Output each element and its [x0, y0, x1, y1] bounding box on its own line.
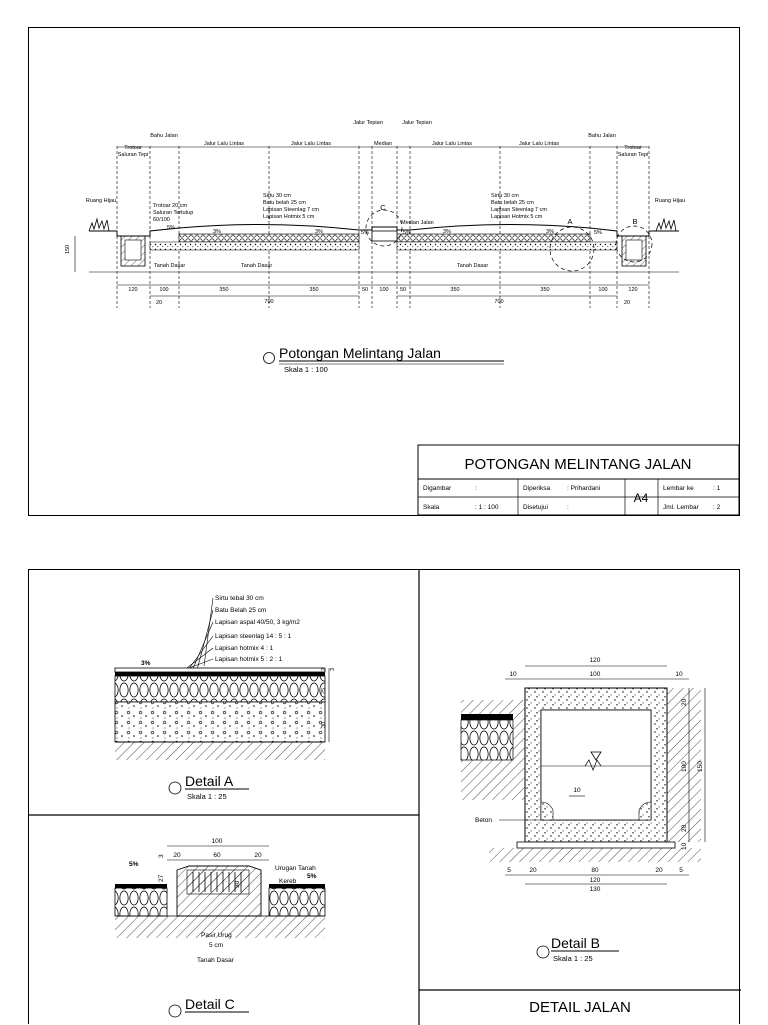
note-size: 60/100 [153, 217, 170, 223]
dim-14: 700 [494, 299, 504, 305]
zone-tepian-right: Jalur Tepian [402, 120, 432, 126]
sheet1-title: POTONGAN MELINTANG JALAN [464, 456, 692, 473]
dim-15: 20 [623, 300, 631, 306]
callout-a: A [567, 217, 573, 226]
detail-c-marker-icon [169, 1005, 181, 1017]
dc-dim-30: 30 [234, 880, 241, 888]
detail-b-marker-icon [537, 946, 549, 958]
dim-3: 350 [219, 287, 229, 293]
zone-labels [86, 120, 685, 204]
dim-8: 350 [450, 287, 460, 293]
detail-b-title: Detail B [551, 935, 601, 951]
dc-urugan: Urugan Tanah [275, 865, 316, 872]
dim-13: 700 [264, 299, 274, 305]
da-dim-1: 2 [321, 667, 327, 671]
zone-saluran-right: Saluran Tepi [617, 152, 649, 158]
dc-dim-20b: 20 [254, 852, 262, 859]
da-layer-1: Sirtu tebal 30 cm [215, 595, 264, 602]
zone-bahu-right: Bahu Jalan [588, 133, 616, 139]
title-block [418, 445, 739, 515]
db-dim-10b: 10 [675, 671, 683, 678]
dc-tanah: Tanah Dasar [197, 957, 234, 964]
db-dim-100: 100 [589, 671, 601, 678]
zone-saluran-left: Saluran Tepi [117, 152, 149, 158]
dim-2: 100 [159, 287, 169, 293]
dc-dim-3: 3 [158, 854, 165, 858]
zone-jalur-4: Jalur Lalu Lintas [518, 141, 560, 147]
dim-12: 20 [155, 300, 163, 306]
zone-jalur-3: Jalur Lalu Lintas [431, 141, 473, 147]
note-trotoar: Trotoar 20 cm [153, 203, 188, 209]
da-layer-2: Batu Belah 25 cm [215, 607, 267, 614]
note-hotmix-r: Lapisan Hotmix 5 cm [491, 214, 543, 220]
note-steenlag-l: Lapisan Steenlag 7 cm [263, 207, 319, 213]
callout-b: B [632, 217, 638, 226]
tb-lembar: Lembar ke [663, 485, 694, 492]
db-dim-10a: 10 [509, 671, 517, 678]
title-marker-icon [264, 353, 275, 364]
layer-notes [65, 193, 602, 269]
tb-diperiksa-val: : Prihardani [567, 485, 601, 492]
db-dim-80: 80 [591, 867, 599, 874]
slope-6: 5% [403, 230, 411, 236]
dim-4: 350 [309, 287, 319, 293]
detail-drawings [29, 570, 741, 1025]
db-dim-5b: 5 [679, 867, 683, 874]
da-dim-2: 3 [330, 667, 336, 671]
note-hotmix-l: Lapisan Hotmix 5 cm [263, 214, 315, 220]
db-dim-20b: 20 [655, 867, 663, 874]
db-dim-r150: 150 [697, 761, 704, 772]
sheet-1-frame [28, 27, 740, 516]
dc-pasir: Pasir Urug [201, 932, 232, 939]
slope-5: 5% [361, 230, 369, 236]
height-dim: 150 [65, 244, 71, 254]
tb-jml: Jml. Lembar [663, 504, 699, 511]
note-median: Median Jalan [401, 220, 434, 226]
da-dim-3: 25 [321, 687, 327, 694]
cross-section-drawing [29, 28, 741, 517]
detail-a-scale: Skala 1 : 25 [187, 792, 227, 801]
db-dim-20a: 20 [529, 867, 537, 874]
dc-kereb: Kereb [279, 878, 297, 885]
note-sirtu-r: Sirtu 30 cm [491, 193, 519, 199]
note-saluran: Saluran Tertutup [153, 210, 194, 216]
drawing-title: Potongan Melintang Jalan [279, 345, 441, 361]
dc-dim-100: 100 [211, 838, 223, 845]
db-beton: Beton [475, 817, 492, 824]
dimension-values [128, 287, 637, 306]
dc-dim-27: 27 [158, 874, 165, 882]
da-layer-6: Lapisan hotmix 5 : 2 : 1 [215, 656, 283, 663]
db-dim-5a: 5 [507, 867, 511, 874]
detail-b-scale: Skala 1 : 25 [553, 954, 593, 963]
dim-11: 120 [628, 287, 638, 293]
ruang-hijau-left: Ruang Hijau [85, 198, 117, 204]
detail-a-marker-icon [169, 782, 181, 794]
slope-4: 3% [546, 229, 554, 235]
db-dim-r10: 10 [681, 842, 688, 850]
tb-sheet-size: A4 [633, 491, 649, 505]
tb-lembar-val: : 1 [713, 485, 721, 492]
detail-b [461, 657, 705, 963]
callout-c: C [380, 203, 386, 212]
dim-5: 50 [361, 287, 369, 293]
dim-9: 350 [540, 287, 550, 293]
db-dim-r20b: 20 [681, 824, 688, 832]
note-sirtu-l: Sirtu 30 cm [263, 193, 291, 199]
db-dim-r20a: 20 [681, 698, 688, 706]
da-layer-3: Lapisan aspal 40/50, 3 kg/m2 [215, 619, 300, 626]
zone-median: Median [373, 141, 393, 147]
dc-slope-l: 5% [129, 861, 139, 868]
zone-bahu-left: Bahu Jalan [150, 133, 178, 139]
note-slope: 5% [167, 225, 175, 231]
ruang-hijau-right: Ruang Hijau [654, 198, 686, 204]
zone-jalur-1: Jalur Lalu Lintas [203, 141, 245, 147]
da-layer-5: Lapisan hotmix 4 : 1 [215, 645, 274, 652]
soil-left: Tanah Dasar [154, 263, 186, 269]
detail-a [115, 595, 336, 801]
dim-6: 100 [379, 287, 389, 293]
slope-7: 5% [594, 230, 602, 236]
tb-skala-val: : 1 : 100 [475, 504, 499, 511]
tb-diperiksa: Diperiksa [523, 485, 551, 492]
note-batu-r: Batu belah 25 cm [491, 200, 534, 206]
slope-1: 3% [213, 229, 221, 235]
slope-2: 3% [315, 229, 323, 235]
db-dim-r100: 100 [681, 761, 688, 772]
da-dim-4: 30 [321, 721, 327, 728]
zone-trotoar-left: Trotoar [124, 145, 142, 151]
da-slope: 3% [141, 660, 151, 667]
dim-7: 50 [399, 287, 407, 293]
da-layer-4: Lapisan steenlag 14 : 5 : 1 [215, 633, 292, 640]
detail-c [115, 838, 325, 1017]
tb-digambar-val: : [475, 485, 477, 492]
soil-right: Tanah Dasar [457, 263, 489, 269]
dc-dim-20a: 20 [173, 852, 181, 859]
drawing-scale: Skala 1 : 100 [284, 365, 328, 374]
db-dim-120b: 120 [589, 877, 601, 884]
sheet2-title: DETAIL JALAN [529, 999, 631, 1016]
detail-c-title: Detail C [185, 996, 235, 1012]
tb-disetujui-val: : [567, 504, 569, 511]
tb-disetujui: Disetujui [523, 504, 548, 511]
db-dim-130: 130 [589, 886, 601, 893]
dc-slope-r: 5% [307, 873, 317, 880]
zone-trotoar-right: Trotoar [624, 145, 642, 151]
note-steenlag-r: Lapisan Steenlag 7 cm [491, 207, 547, 213]
dim-10: 100 [598, 287, 608, 293]
note-batu-l: Batu belah 25 cm [263, 200, 306, 206]
dim-1: 120 [128, 287, 138, 293]
tb-skala: Skala [423, 504, 440, 511]
db-dim-120: 120 [589, 657, 601, 664]
slope-3: 3% [443, 229, 451, 235]
zone-jalur-2: Jalur Lalu Lintas [290, 141, 332, 147]
zone-tepian-left: Jalur Tepian [353, 120, 383, 126]
soil-mid: Tanah Dasar [241, 263, 273, 269]
tb-jml-val: : 2 [713, 504, 721, 511]
tb-digambar: Digambar [423, 485, 452, 492]
db-inner-dim: 10 [573, 787, 581, 794]
dc-5cm: 5 cm [209, 942, 224, 949]
dc-dim-60: 60 [213, 852, 221, 859]
detail-a-title: Detail A [185, 773, 234, 789]
sheet-2-frame [28, 569, 740, 1024]
